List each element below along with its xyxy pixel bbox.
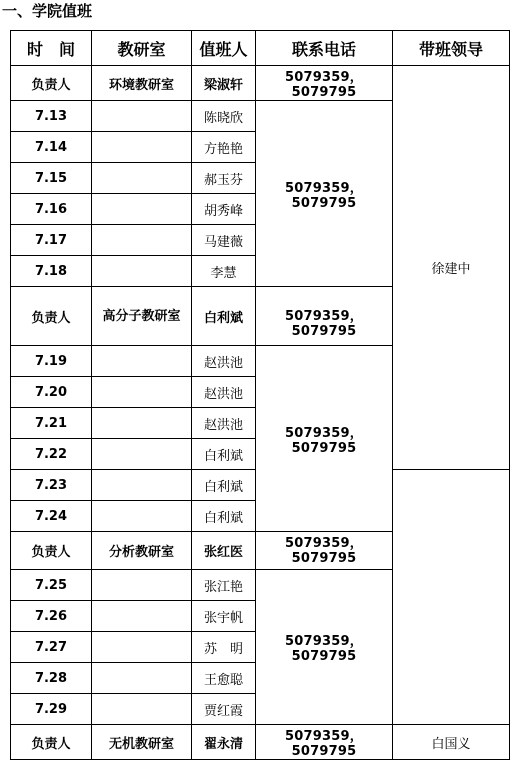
- person-cell: 李慧: [192, 256, 256, 287]
- leader-cell: 白国义: [393, 725, 510, 760]
- office-head: 白利斌: [192, 287, 256, 346]
- person-cell: 白利斌: [192, 501, 256, 532]
- person-cell: 王愈聪: [192, 663, 256, 694]
- person-cell: 赵洪池: [192, 408, 256, 439]
- office-head: 翟永清: [192, 725, 256, 760]
- date-cell: 7.26: [11, 601, 92, 632]
- date-cell: 7.23: [11, 470, 92, 501]
- office-name: 分析教研室: [92, 532, 192, 570]
- office-cell: [92, 601, 192, 632]
- office-cell: [92, 439, 192, 470]
- date-cell: 7.17: [11, 225, 92, 256]
- office-cell: [92, 632, 192, 663]
- office-cell: [92, 408, 192, 439]
- responsible-label: 负责人: [11, 66, 92, 101]
- phone-cell: 5079359，5079795: [256, 532, 393, 570]
- date-cell: 7.27: [11, 632, 92, 663]
- office-cell: [92, 132, 192, 163]
- person-cell: 陈晓欣: [192, 101, 256, 132]
- person-cell: 赵洪池: [192, 346, 256, 377]
- office-cell: [92, 694, 192, 725]
- date-cell: 7.13: [11, 101, 92, 132]
- office-cell: [92, 256, 192, 287]
- section-title: 一、学院值班: [2, 2, 93, 20]
- person-cell: 白利斌: [192, 470, 256, 501]
- person-cell: 赵洪池: [192, 377, 256, 408]
- header-phone: 联系电话: [256, 31, 393, 66]
- date-cell: 7.19: [11, 346, 92, 377]
- phone-cell: 5079359，5079795: [256, 725, 393, 760]
- leader-cell: 徐建中: [393, 66, 510, 470]
- header-duty-person: 值班人: [192, 31, 256, 66]
- date-cell: 7.29: [11, 694, 92, 725]
- phone-cell: 5079359，5079795: [256, 287, 393, 346]
- office-cell: [92, 346, 192, 377]
- responsible-label: 负责人: [11, 725, 92, 760]
- person-cell: 张江艳: [192, 570, 256, 601]
- person-cell: 苏 明: [192, 632, 256, 663]
- person-cell: 贾红霞: [192, 694, 256, 725]
- header-row: [11, 31, 510, 66]
- responsible-label: 负责人: [11, 287, 92, 346]
- office-cell: [92, 501, 192, 532]
- date-cell: 7.18: [11, 256, 92, 287]
- duty-roster-table: [10, 30, 510, 760]
- office-cell: [92, 377, 192, 408]
- office-cell: [92, 663, 192, 694]
- office-cell: [92, 570, 192, 601]
- date-cell: 7.15: [11, 163, 92, 194]
- date-cell: 7.22: [11, 439, 92, 470]
- office-cell: [92, 194, 192, 225]
- person-cell: 张宇帆: [192, 601, 256, 632]
- office-name: 环境教研室: [92, 66, 192, 101]
- person-cell: 郝玉芬: [192, 163, 256, 194]
- date-cell: 7.28: [11, 663, 92, 694]
- person-cell: 方艳艳: [192, 132, 256, 163]
- date-cell: 7.16: [11, 194, 92, 225]
- header-time: 时 间: [11, 31, 92, 66]
- group-head-row: [11, 532, 510, 570]
- office-head: 梁淑轩: [192, 66, 256, 101]
- date-cell: 7.24: [11, 501, 92, 532]
- header-office: 教研室: [92, 31, 192, 66]
- office-cell: [92, 163, 192, 194]
- date-cell: 7.20: [11, 377, 92, 408]
- office-head: 张红医: [192, 532, 256, 570]
- group-head-row: [11, 725, 510, 760]
- person-cell: 胡秀峰: [192, 194, 256, 225]
- office-name: 高分子教研室: [92, 287, 192, 346]
- date-cell: 7.14: [11, 132, 92, 163]
- office-name: 无机教研室: [92, 725, 192, 760]
- office-cell: [92, 225, 192, 256]
- phone-cell: 5079359，5079795: [256, 66, 393, 101]
- header-leader: 带班领导: [393, 31, 510, 66]
- person-cell: 白利斌: [192, 439, 256, 470]
- office-cell: [92, 101, 192, 132]
- date-cell: 7.21: [11, 408, 92, 439]
- phone-cell: 5079359，5079795: [256, 570, 393, 725]
- group-head-row: [11, 66, 510, 101]
- phone-cell: 5079359，5079795: [256, 101, 393, 287]
- phone-cell: 5079359，5079795: [256, 346, 393, 532]
- table-row: [11, 570, 510, 601]
- date-cell: 7.25: [11, 570, 92, 601]
- office-cell: [92, 470, 192, 501]
- responsible-label: 负责人: [11, 532, 92, 570]
- person-cell: 马建薇: [192, 225, 256, 256]
